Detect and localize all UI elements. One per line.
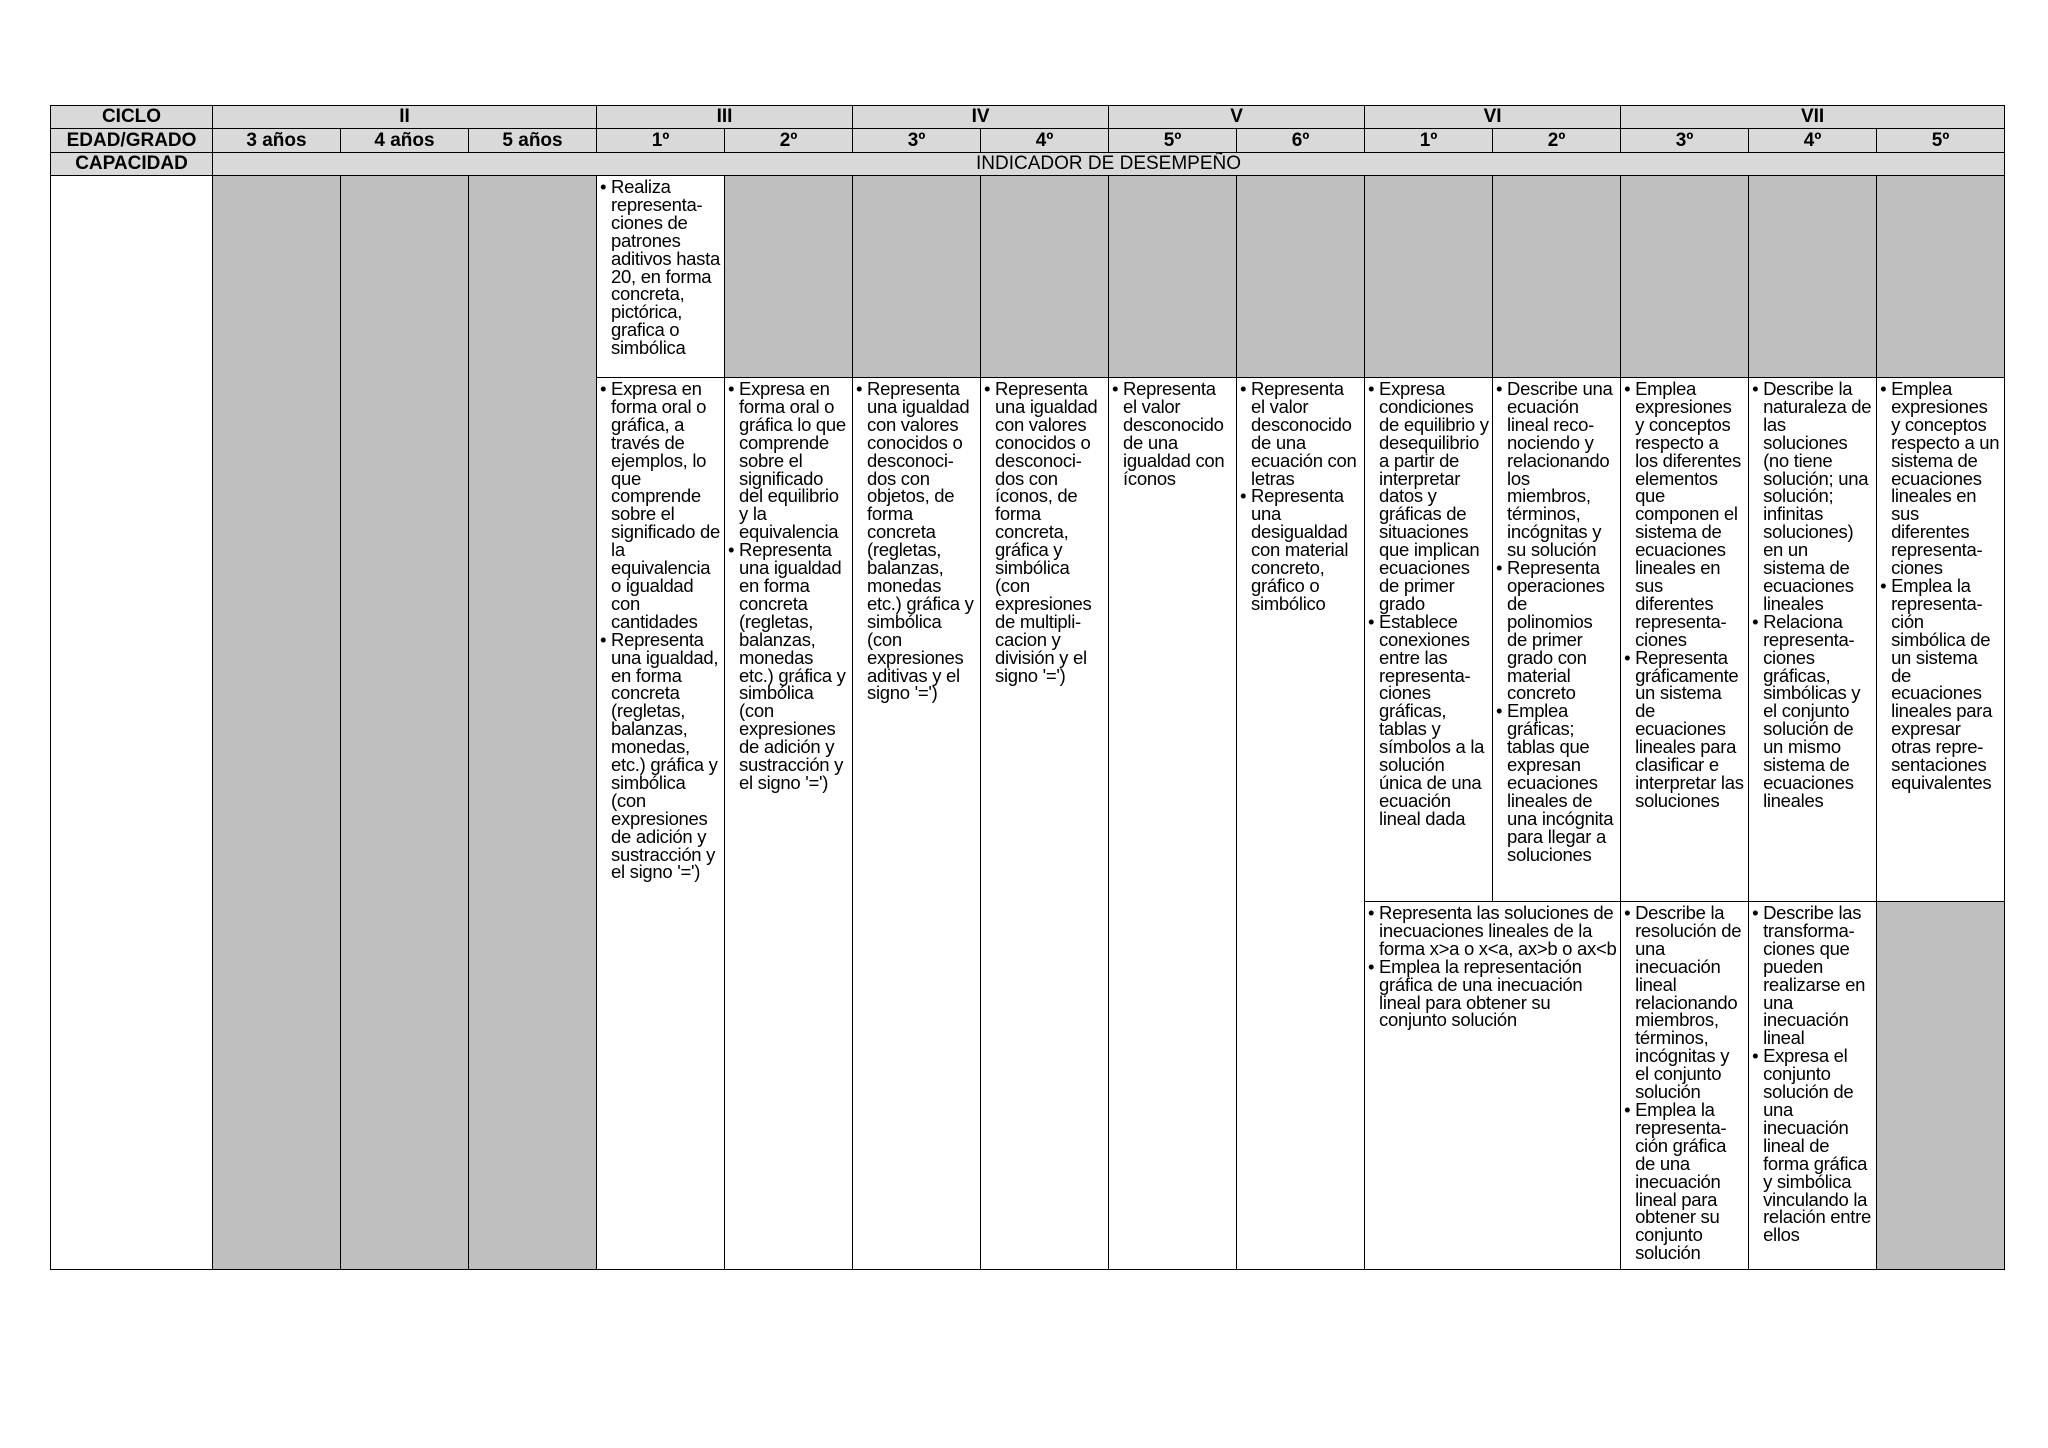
grade-v-5: 5º (1109, 129, 1237, 153)
indicator-item: • Describe las transforma-ciones que pueden realizarse en una inecuación lineal (1752, 904, 1873, 1047)
empty-cell (1237, 176, 1365, 378)
indicator-item: • Expresa en forma oral o gráfica lo que comprende sobre el significado del equilibrio y la equivalencia (728, 380, 849, 541)
indicator-cell-v-6 (1237, 378, 1365, 1270)
grade-iii-1: 1º (597, 129, 725, 153)
indicator-item: • Emplea expresiones y conceptos respecto a los diferentes elementos que componen el sistema de ecuaciones lineales en sus diferentes representa-ciones (1624, 380, 1745, 649)
indicator-item: • Representa el valor desconocido de una ecuación con letras (1240, 380, 1361, 487)
indicator-row-1 (51, 176, 2005, 378)
indicator-cell-iii-1-row1 (597, 176, 725, 378)
empty-cell (1621, 176, 1749, 378)
indicator-item: • Describe una ecuación lineal reco-nociendo y relacionando los miembros, términos, incógnitas y su solución (1496, 380, 1617, 559)
capacidad-label: CAPACIDAD (51, 153, 213, 176)
indicator-cell-vii-4 (1749, 378, 1877, 902)
indicator-item: • Expresa el conjunto solución de una inecuación lineal de forma gráfica y simbólica vinculando la relación entre ellos (1752, 1047, 1873, 1244)
empty-cell (1877, 902, 2005, 1270)
capacity-header-row (51, 153, 2005, 176)
cycle-vi: VI (1365, 106, 1621, 129)
indicator-item: • Expresa en forma oral o gráfica, a través de ejemplos, lo que comprende sobre el significado de la equivalencia o igualdad con cantidades (600, 380, 721, 631)
indicator-item: • Emplea expresiones y conceptos respecto a un sistema de ecuaciones lineales en sus diferentes representa-ciones (1880, 380, 2001, 577)
indicator-item: • Representa una igualdad en forma concreta (regletas, balanzas, monedas etc.) gráfica y simbólica (con expresiones de adición y sustracción y el signo '=') (728, 541, 849, 792)
empty-cell (981, 176, 1109, 378)
indicator-cell-v-5 (1109, 378, 1237, 1270)
grade-iv-4: 4º (981, 129, 1109, 153)
indicator-item: • Representa una igualdad con valores conocidos o desconoci-dos con objetos, de forma concreta (regletas, balanzas, monedas etc.) gráfica y simbólica (con expresiones aditivas y el signo '=') (856, 380, 977, 702)
indicator-cell-iii-2 (725, 378, 853, 1270)
indicator-item: • Representa una igualdad, en forma concreta (regletas, balanzas, monedas, etc.) gráfica y simbólica (con expresiones de adición y sustracción y el signo '=') (600, 631, 721, 882)
cycle-v: V (1109, 106, 1365, 129)
grade-iv-3: 3º (853, 129, 981, 153)
empty-cell (1493, 176, 1621, 378)
cycle-header-row (51, 106, 2005, 129)
indicator-item: • Representa el valor desconocido de una igualdad con íconos (1112, 380, 1233, 487)
capacity-cell (51, 176, 213, 1270)
grade-vi-1: 1º (1365, 129, 1493, 153)
grade-vi-2: 2º (1493, 129, 1621, 153)
empty-cell (1877, 176, 2005, 378)
indicator-item: • Emplea la representa-ción gráfica de una inecuación lineal para obtener su conjunto solución (1624, 1101, 1745, 1262)
indicator-cell-iv-4 (981, 378, 1109, 1270)
grade-vii-4: 4º (1749, 129, 1877, 153)
indicator-item: • Relaciona representa-ciones gráficas, simbólicas y el conjunto solución de un mismo sistema de ecuaciones lineales (1752, 613, 1873, 810)
cycle-iv: IV (853, 106, 1109, 129)
empty-cell (1109, 176, 1237, 378)
indicator-cell-vi-1-2 (1365, 902, 1621, 1270)
indicator-cell-vi-1 (1365, 378, 1493, 902)
indicator-item: • Expresa condiciones de equilibrio y desequilibrio a partir de interpretar datos y gráficas de situaciones que implican ecuaciones de primer grado (1368, 380, 1489, 613)
indicator-item: • Emplea la representa-ción simbólica de un sistema de ecuaciones lineales para expresar otras repre-sentaciones equivalentes (1880, 577, 2001, 792)
indicator-item: • Representa una desigualdad con material concreto, gráfico o simbólico (1240, 487, 1361, 612)
grade-v-6: 6º (1237, 129, 1365, 153)
indicator-item: • Establece conexiones entre las representa-ciones gráficas, tablas y símbolos a la solución única de una ecuación lineal dada (1368, 613, 1489, 828)
cycle-vii: VII (1621, 106, 2005, 129)
indicator-item: • Describe la naturaleza de las soluciones (no tiene solución; una solución; infinitas soluciones) en un sistema de ecuaciones lineales (1752, 380, 1873, 613)
indicator-item: • Emplea la representación gráfica de una inecuación lineal para obtener su conjunto solución (1368, 958, 1617, 1030)
cycle-iii: III (597, 106, 853, 129)
indicator-item: • Representa gráficamente un sistema de ecuaciones lineales para clasificar e interpretar las soluciones (1624, 649, 1745, 810)
indicator-header: INDICADOR DE DESEMPEÑO (213, 153, 2005, 176)
grade-vii-3: 3º (1621, 129, 1749, 153)
cycle-ii: II (213, 106, 597, 129)
indicator-item: • Representa operaciones de polinomios de primer grado con material concreto (1496, 559, 1617, 702)
grade-header-row (51, 129, 2005, 153)
indicator-item: • Representa una igualdad con valores conocidos o desconoci-dos con íconos, de forma concreta, gráfica y simbólica (con expresiones de multipli-cacion y división y el signo '=') (984, 380, 1105, 684)
empty-cell-5-anos (469, 176, 597, 1270)
indicator-item: • Realiza representa-ciones de patrones aditivos hasta 20, en forma concreta, pictórica, grafica o simbólica (600, 178, 721, 357)
grade-5-anos: 5 años (469, 129, 597, 153)
empty-cell (1365, 176, 1493, 378)
grade-vii-5: 5º (1877, 129, 2005, 153)
indicator-cell-vii-3-row3 (1621, 902, 1749, 1270)
indicator-cell-vi-2 (1493, 378, 1621, 902)
empty-cell-3-anos (213, 176, 341, 1270)
empty-cell-4-anos (341, 176, 469, 1270)
grade-iii-2: 2º (725, 129, 853, 153)
grade-4-anos: 4 años (341, 129, 469, 153)
indicator-cell-iii-1 (597, 378, 725, 1270)
indicator-cell-vii-5 (1877, 378, 2005, 902)
indicator-cell-vii-3 (1621, 378, 1749, 902)
grade-3-anos: 3 años (213, 129, 341, 153)
indicator-item: • Describe la resolución de una inecuación lineal relacionando miembros, términos, incógnitas y el conjunto solución (1624, 904, 1745, 1101)
indicator-item: • Representa las soluciones de inecuaciones lineales de la forma x>a o x<a, ax>b o ax<b (1368, 904, 1617, 958)
empty-cell (853, 176, 981, 378)
edad-grado-label: EDAD/GRADO (51, 129, 213, 153)
indicator-cell-iv-3 (853, 378, 981, 1270)
indicator-cell-vii-4-row3 (1749, 902, 1877, 1270)
indicator-item: • Emplea gráficas; tablas que expresan ecuaciones lineales de una incógnita para llegar a soluciones (1496, 702, 1617, 863)
performance-indicator-table (50, 105, 2005, 1270)
ciclo-label: CICLO (51, 106, 213, 129)
empty-cell (1749, 176, 1877, 378)
empty-cell (725, 176, 853, 378)
